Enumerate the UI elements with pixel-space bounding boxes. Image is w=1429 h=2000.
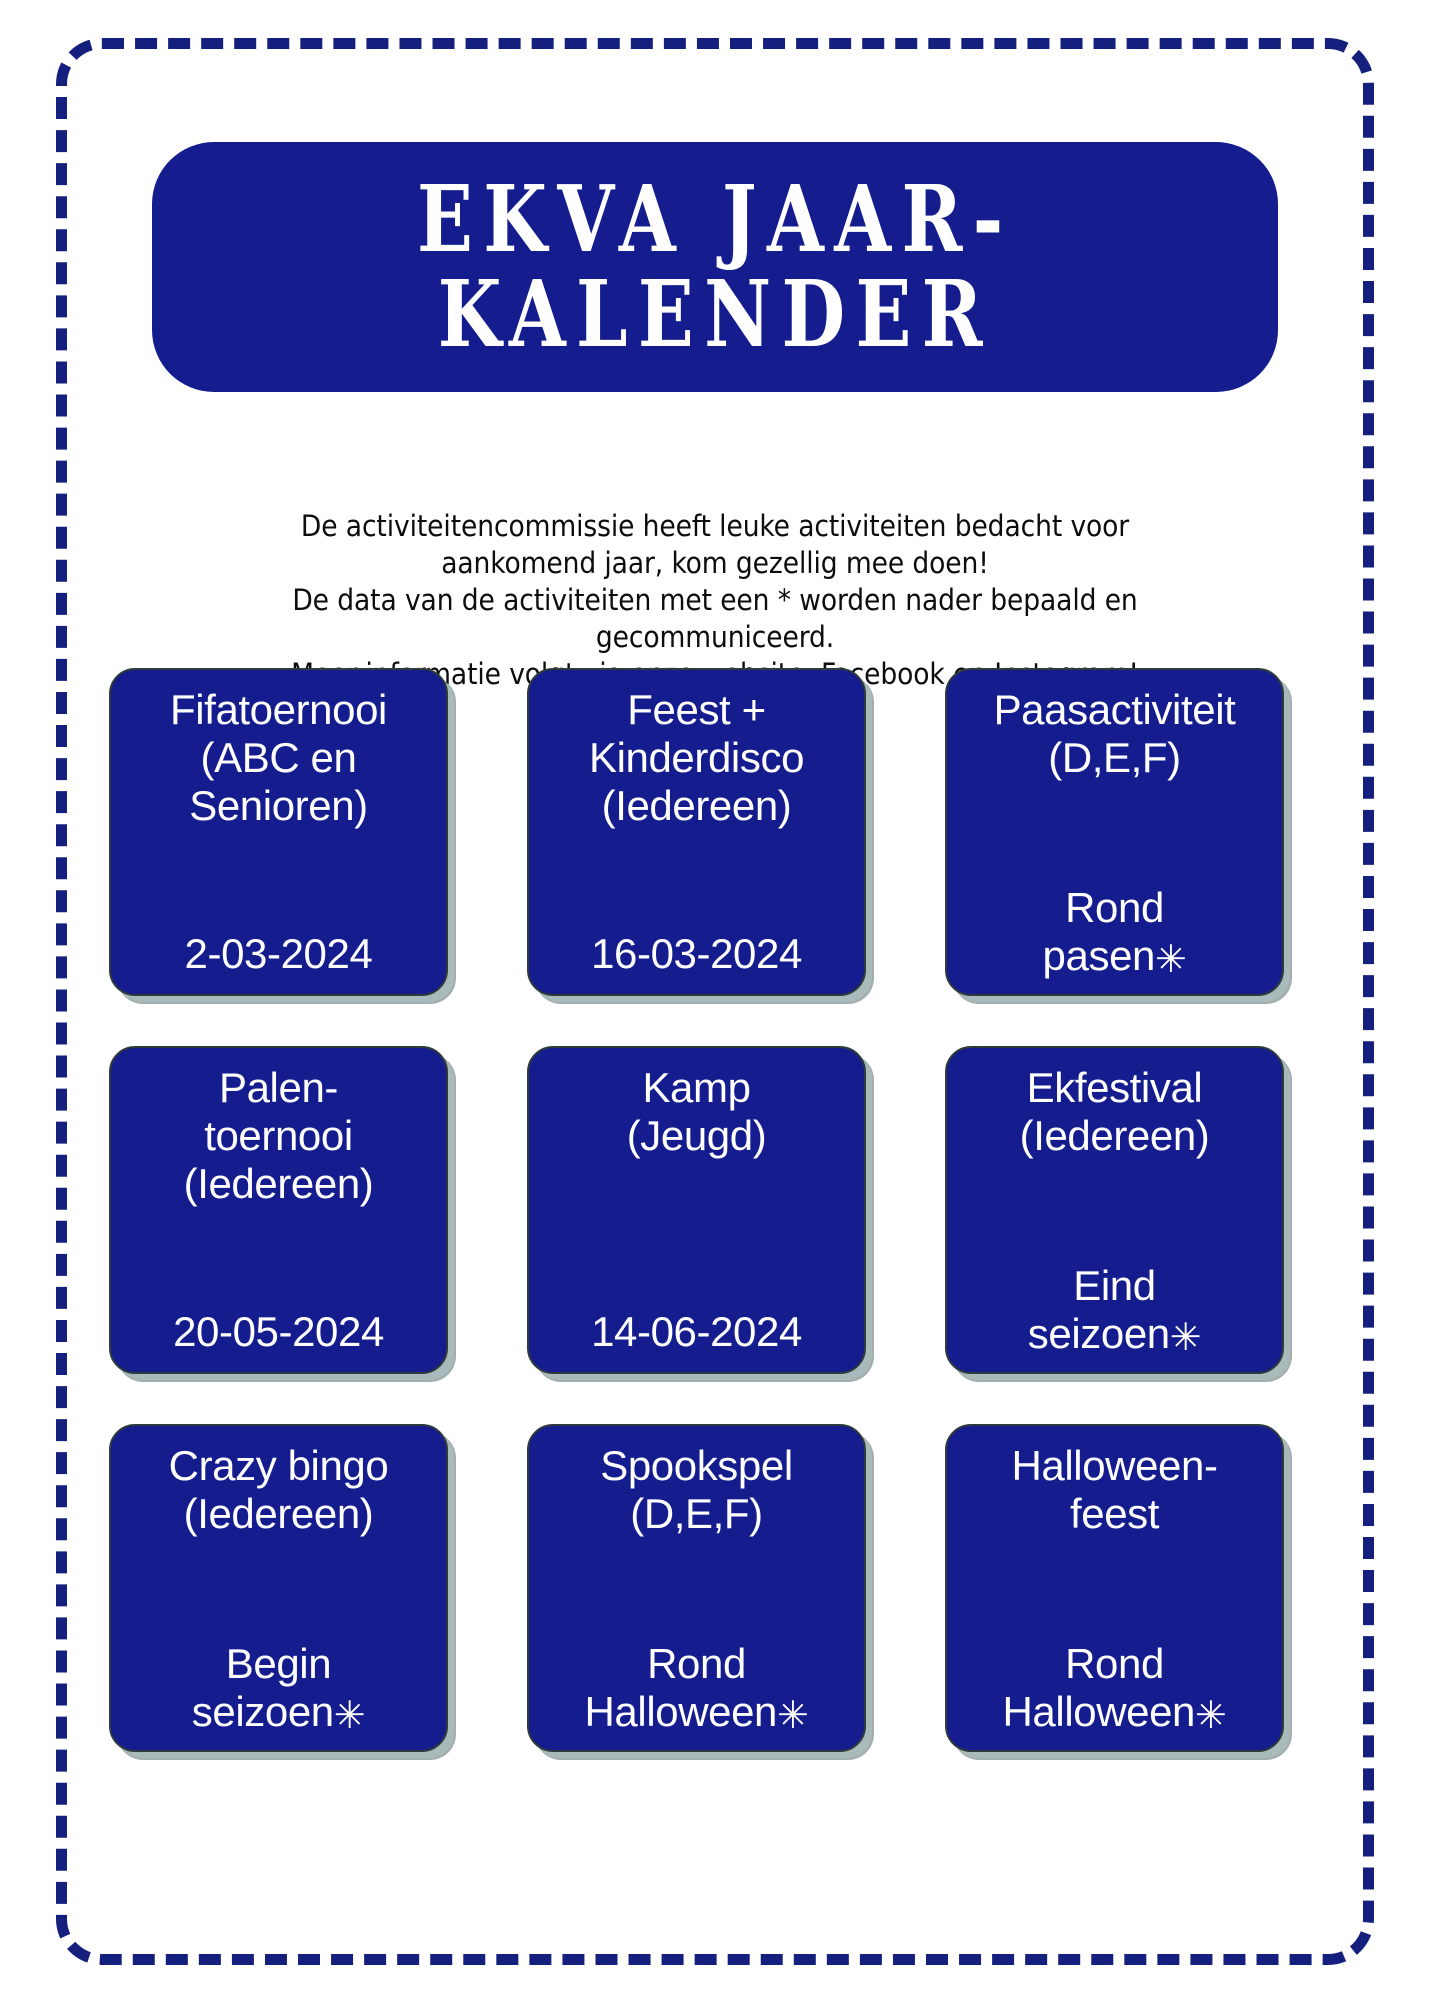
activity-card-date: Rond Halloween✳ bbox=[1002, 1640, 1227, 1737]
activity-card-date: 14-06-2024 bbox=[591, 1308, 802, 1355]
activity-card-halloweenfeest bbox=[945, 1424, 1284, 1752]
intro-line-3: De data van de activiteiten met een * worden nader bepaald en bbox=[292, 583, 1138, 617]
page-title-line-2: KALENDER bbox=[437, 260, 993, 369]
title-banner bbox=[152, 142, 1278, 392]
activity-card-title: Ekfestival (Iedereen) bbox=[1019, 1064, 1210, 1159]
intro-line-5: Facebook bbox=[820, 657, 945, 691]
activity-card-date: Eind seizoen✳ bbox=[1027, 1262, 1202, 1359]
activity-card-title: Halloween- feest bbox=[1011, 1442, 1218, 1537]
poster-content bbox=[56, 38, 1374, 1965]
activity-card-date: 20-05-2024 bbox=[173, 1308, 384, 1355]
activity-card-title: Palen- toernooi (Iedereen) bbox=[183, 1064, 374, 1207]
activity-card-title: Crazy bingo (Iedereen) bbox=[168, 1442, 389, 1537]
activity-card-date: 2-03-2024 bbox=[184, 930, 373, 977]
activity-card-date: 16-03-2024 bbox=[591, 930, 802, 977]
activity-card-crazy-bingo bbox=[109, 1424, 448, 1752]
activity-card-spookspel bbox=[527, 1424, 866, 1752]
activity-card-date: Rond Halloween✳ bbox=[584, 1640, 809, 1737]
asterisk-icon: ✳ bbox=[1154, 939, 1187, 981]
activity-card-date: Rond pasen✳ bbox=[1042, 884, 1187, 981]
activity-card-kamp bbox=[527, 1046, 866, 1374]
activity-card-title: Fifatoernooi (ABC en Senioren) bbox=[170, 686, 387, 829]
activity-card-title: Kamp (Jeugd) bbox=[626, 1064, 767, 1159]
activity-card-paasactiviteit bbox=[945, 668, 1284, 996]
activity-card-grid bbox=[109, 668, 1321, 1752]
asterisk-icon: ✳ bbox=[1169, 1317, 1202, 1359]
asterisk-icon: ✳ bbox=[333, 1695, 366, 1737]
activity-card-ekfestival bbox=[945, 1046, 1284, 1374]
activity-card-title: Paasactiviteit (D,E,F) bbox=[993, 686, 1236, 781]
page-title-line-1: EKVA JAAR- bbox=[416, 165, 1014, 274]
activity-card-feest-kinderdisco bbox=[527, 668, 866, 996]
asterisk-icon: ✳ bbox=[777, 1695, 809, 1737]
intro-line-2: aankomend jaar, kom gezellig mee doen! bbox=[441, 546, 989, 580]
intro-paragraph bbox=[116, 508, 1314, 693]
activity-card-date: Begin seizoen✳ bbox=[191, 1640, 366, 1737]
activity-card-title: Feest + Kinderdisco (Iedereen) bbox=[588, 686, 805, 829]
intro-line-4: gecommuniceerd. bbox=[595, 620, 835, 654]
activity-card-palentoernooi bbox=[109, 1046, 448, 1374]
activity-card-title: Spookspel (D,E,F) bbox=[600, 1442, 793, 1537]
asterisk-icon: ✳ bbox=[1195, 1695, 1227, 1737]
intro-line-1: De activiteitencommissie heeft leuke activiteiten bedacht voor bbox=[300, 509, 1130, 543]
activity-card-fifatoernooi bbox=[109, 668, 448, 996]
